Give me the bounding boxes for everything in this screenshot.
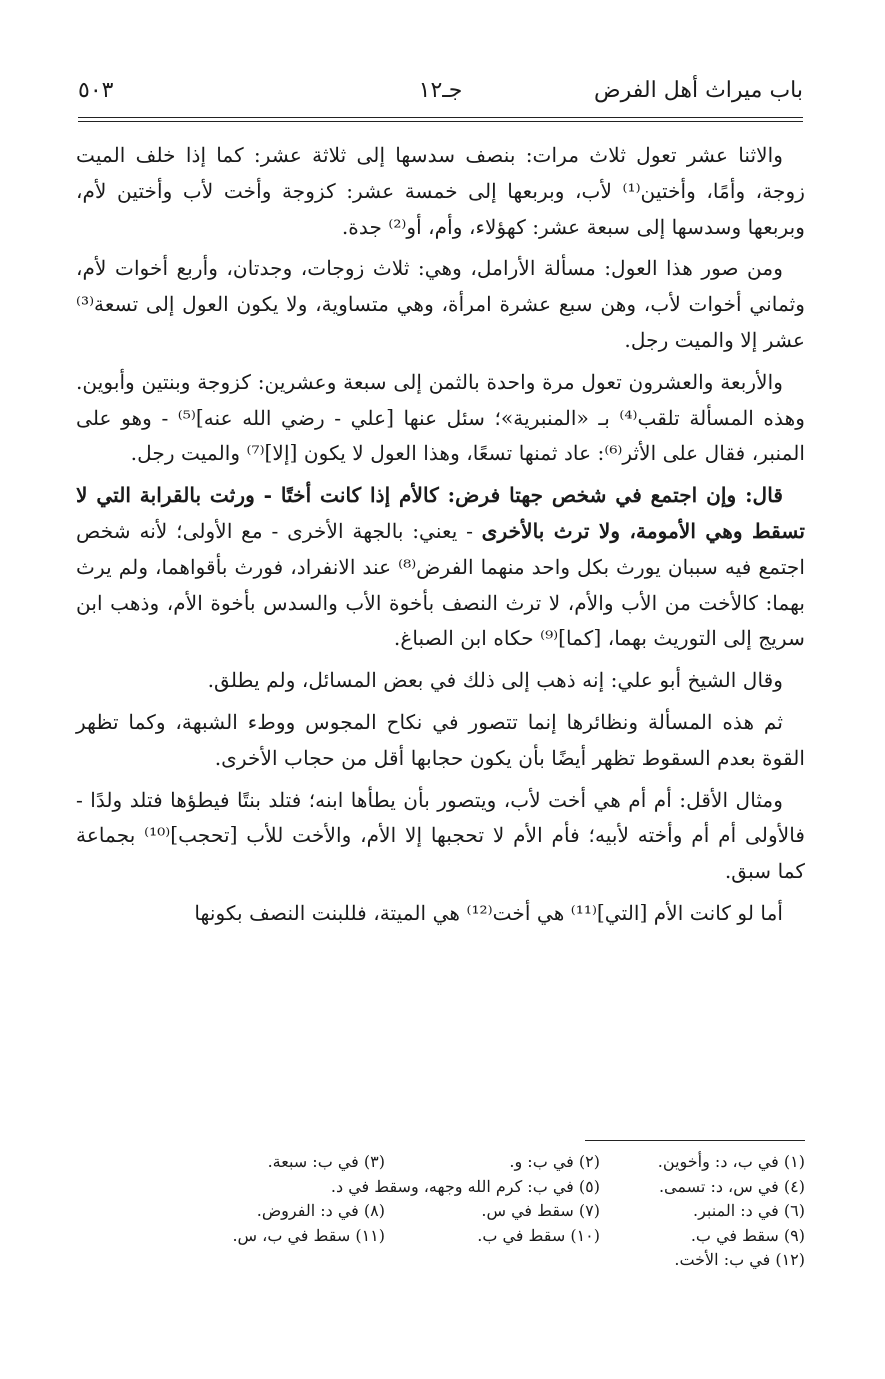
footnote-separator <box>585 1140 805 1141</box>
footnote-row <box>150 1248 805 1273</box>
chapter-title: باب ميراث أهل الفرض <box>594 78 803 103</box>
header-rule <box>78 117 803 118</box>
footnote-row <box>150 1199 805 1224</box>
paragraph: ومن صور هذا العول: مسألة الأرامل، وهي: ثلاث زوجات، وجدتان، وأربع أخوات لأم، وثماني أخوات لأب، وهن سبع عشرة امرأة، وهي متساوية، ولا يكون العول إلى تسعة⁽³⁾ عشر إلا والميت رجل. <box>76 256 805 352</box>
footnote: (٧) سقط في س. <box>481 1201 600 1220</box>
sharh-text: - يعني: بالجهة الأخرى - مع الأولى؛ لأنه شخص اجتمع فيه سببان يورث بكل واحد منهما الفرض⁽⁸⁾ عند الانفراد، فورث بأقواهما، ولم يرث بهما: كالأخت من الأب والأم، لا ترث النصف بأخوة الأب والسدس بأخوة الأم، وذهب ابن سريج إلى التوريث بهما، [كما]⁽⁹⁾ حكاه ابن الصباغ. <box>76 518 805 651</box>
footnote: (٨) في د: الفروض. <box>256 1201 385 1220</box>
footnote: (٦) في د: المنبر. <box>693 1201 805 1220</box>
footnote-row <box>150 1150 805 1175</box>
footnote: (١١) سقط في ب، س. <box>232 1225 385 1245</box>
footnote: (١) في ب، د: وأخوين. <box>657 1152 805 1171</box>
matn-text: قال: وإن اجتمع في شخص جهتا فرض: كالأم إذا كانت أختًا - ورثت بالقرابة التي لا تسقط وهي الأمومة، ولا ترث بالأخرى <box>76 483 805 543</box>
footnote: (١٠) سقط في ب. <box>477 1225 600 1245</box>
footnote-row <box>150 1224 805 1249</box>
footnote: (٥) في ب: كرم الله وجهه، وسقط في د. <box>330 1176 600 1196</box>
volume-number: جـ١٢ <box>418 78 463 103</box>
paragraph: ومثال الأقل: أم أم هي أخت لأب، ويتصور بأن يطأها ابنه؛ فتلد بنتًا فيطؤها فتلد ولدًا - فالأولى أم أم وأخته لأبيه؛ فأم الأم لا تحجبها إلا الأم، والأخت للأب [تحجب]⁽¹⁰⁾ بجماعة كما سبق. <box>76 787 806 884</box>
footnotes <box>150 1150 805 1273</box>
footnote: (٤) في س، د: تسمى. <box>658 1176 805 1196</box>
footnote: (١٢) في ب: الأخت. <box>674 1250 805 1269</box>
paragraph: ثم هذه المسألة ونظائرها إنما تتصور في نكاح المجوس ووطء الشبهة، وكما تظهر القوة بعدم السقوط تظهر أيضًا بأن يكون حجابها أقل من حجاب الأخرى. <box>76 709 805 770</box>
footnote: (٩) سقط في ب. <box>690 1225 805 1245</box>
paragraph: أما لو كانت الأم [التي]⁽¹¹⁾ هي أخت⁽¹²⁾ هي الميتة، فللبنت النصف بكونها <box>194 900 783 925</box>
paragraph: والأربعة والعشرون تعول مرة واحدة بالثمن إلى سبعة وعشرين: كزوجة وبنتين وأبوين. وهذه المسألة تلقب⁽⁴⁾ بـ «المنبرية»؛ سئل عنها [علي - رضي الله عنه]⁽⁵⁾ - وهو على المنبر، فقال على الأثر⁽⁶⁾: عاد ثمنها تسعًا، وهذا العول لا يكون [إلا]⁽⁷⁾ والميت رجل. <box>76 369 805 466</box>
main-text <box>76 138 805 938</box>
qal-paragraph <box>76 478 805 657</box>
paragraph: وقال الشيخ أبو علي: إنه ذهب إلى ذلك في بعض المسائل، ولم يطلق. <box>207 668 783 693</box>
paragraph: والاثنا عشر تعول ثلاث مرات: بنصف سدسها إلى ثلاثة عشر: كما إذا خلف الميت زوجة، وأمًا، وأختين⁽¹⁾ لأب، وبربعها إلى خمسة عشر: كزوجة وأخت لأب وأختين لأم، وبربعها وسدسها إلى سبعة عشر: كهؤلاء، وأم، أو⁽²⁾ جدة. <box>76 143 805 239</box>
footnote: (٣) في ب: سبعة. <box>267 1152 385 1171</box>
header-rule-thin <box>78 121 803 122</box>
page-header <box>78 78 803 110</box>
page-number: ٥٠٣ <box>78 78 114 103</box>
footnote-row <box>150 1175 805 1200</box>
footnote: (٢) في ب: و. <box>509 1152 600 1171</box>
